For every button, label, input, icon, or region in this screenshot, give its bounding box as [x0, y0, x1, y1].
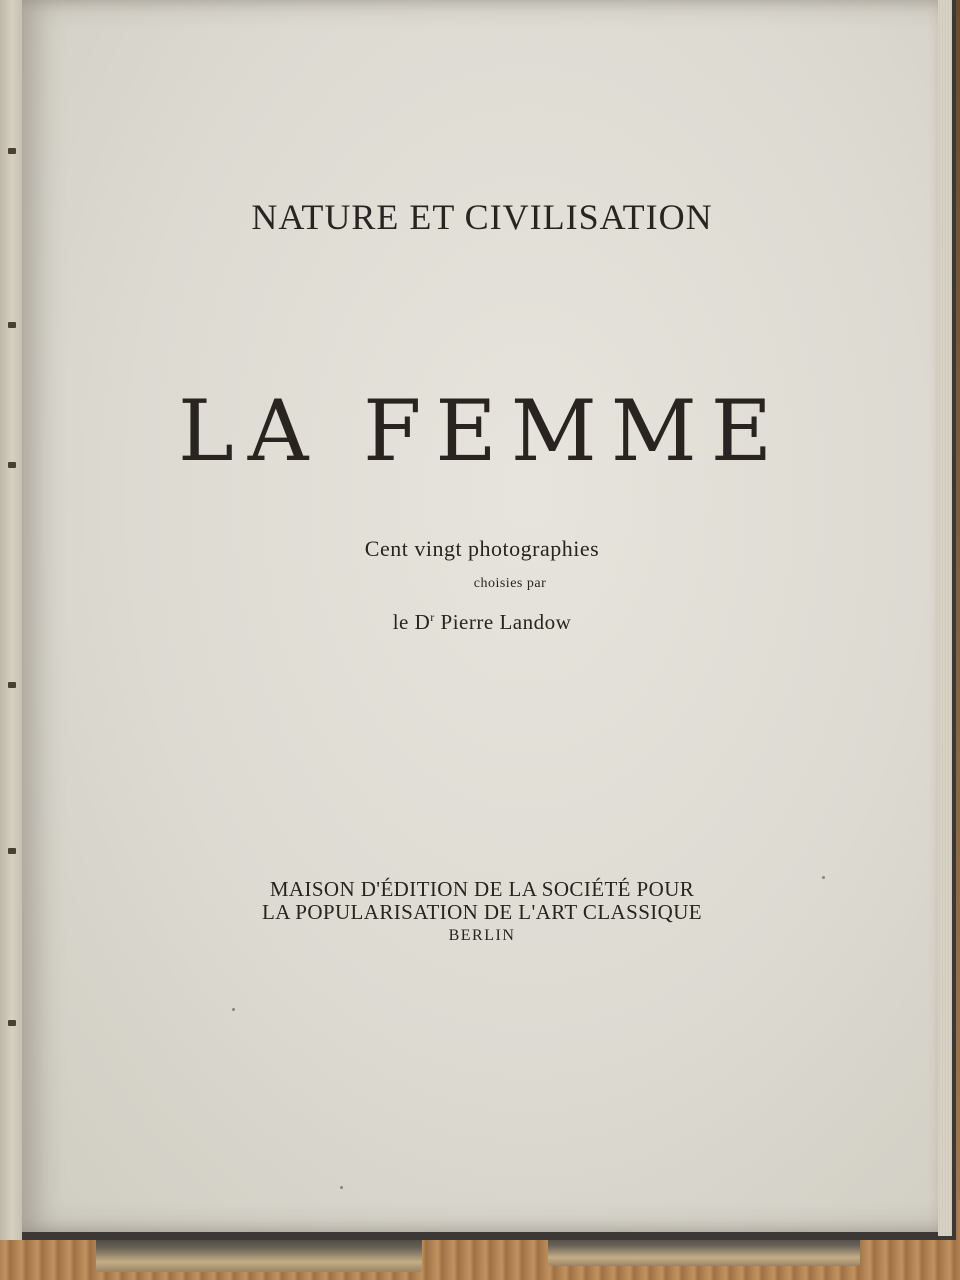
publisher-line-2: LA POPULARISATION DE L'ART CLASSIQUE: [261, 900, 703, 924]
binding-stitch: [8, 848, 16, 854]
publisher-city: BERLIN: [448, 927, 516, 944]
book-title: LA FEMME: [177, 382, 787, 480]
series-title: NATURE ET CIVILISATION: [251, 197, 713, 237]
author-prefix: le D: [392, 610, 431, 634]
binding-stitch: [8, 682, 16, 688]
publisher-line-1: MAISON D'ÉDITION DE LA SOCIÉTÉ POUR: [269, 877, 695, 901]
paper-speck: [340, 1186, 343, 1189]
author-line: [18, 610, 946, 635]
author-title-superscript: r: [430, 610, 435, 624]
chosen-by-line: choisies par: [473, 576, 547, 591]
author-name: Pierre Landow: [440, 610, 572, 634]
binding-stitch: [8, 462, 16, 468]
binding-stitch: [8, 148, 16, 154]
subtitle: Cent vingt photographies: [364, 536, 600, 561]
binding-stitch: [8, 322, 16, 328]
binding-stitch: [8, 1020, 16, 1026]
paper-speck: [232, 1008, 235, 1011]
publisher-block: [18, 878, 946, 947]
